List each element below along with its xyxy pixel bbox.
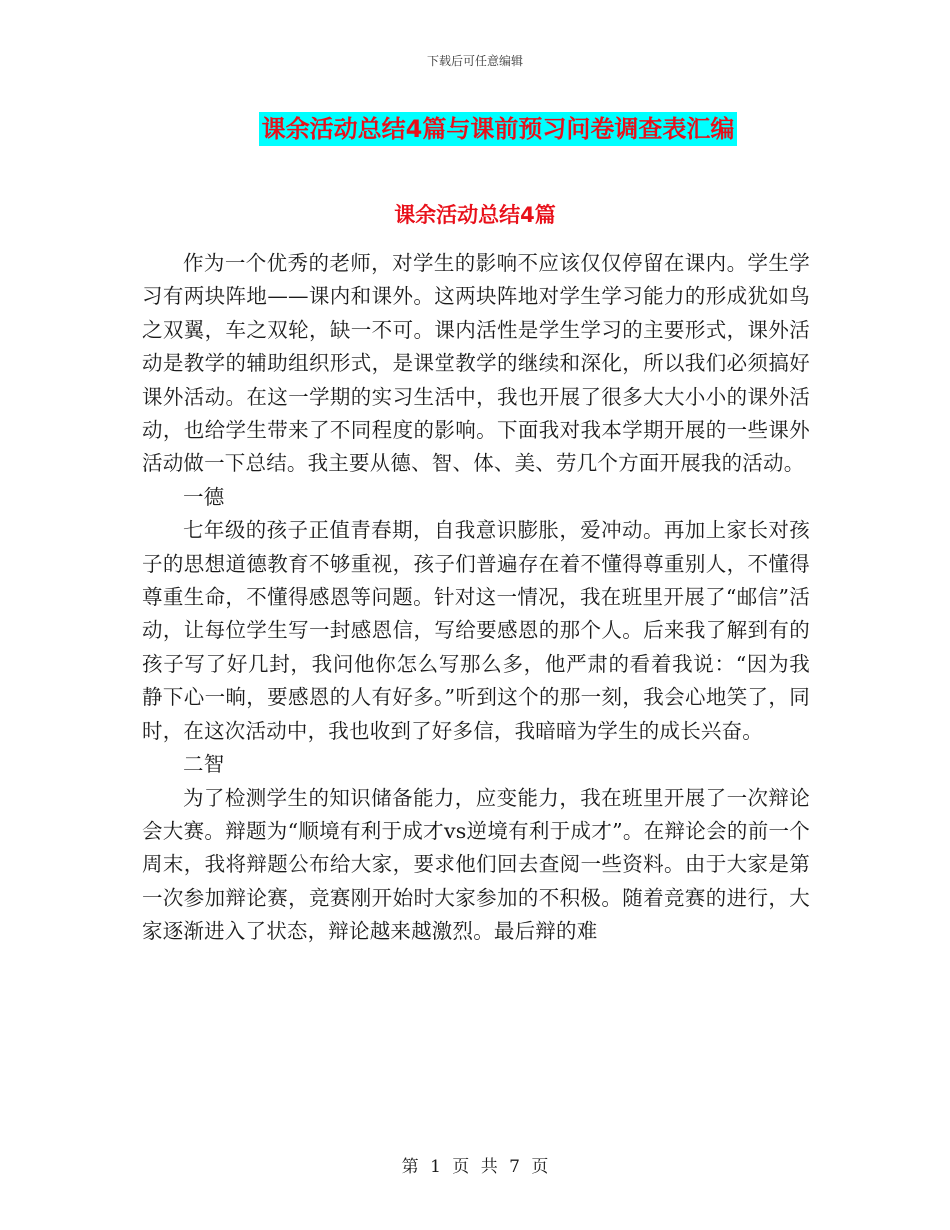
body-text — [142, 247, 810, 949]
main-title-wrap — [0, 112, 950, 146]
section-title: 课余活动总结4篇 — [394, 203, 556, 227]
header-note: 下载后可任意编辑 — [426, 54, 523, 68]
page-footer: 第 1 页 共 7 页 — [401, 1157, 549, 1177]
paragraph-intellect: 为了检测学生的知识储备能力，应变能力，我在班里开展了一次辩论会大赛。辩题为“顺境有利于成才vs逆境有利于成才”。在辩论会的前一个周末，我将辩题公布给大家，要求他们回去查阅一些资料。由于大家是第一次参加辩论赛，竞赛刚开始时大家参加的不积极。随着竞赛的进行，大家逐渐进入了状态，辩论越来越激烈。最后辩的难 — [142, 785, 810, 944]
subheading-morality: 一德 — [183, 484, 225, 509]
paragraph-morality: 七年级的孩子正值青春期，自我意识膨胀，爱冲动。再加上家长对孩子的思想道德教育不够重视，孩子们普遍存在着不懂得尊重别人，不懂得尊重生命，不懂得感恩等问题。针对这一情况，我在班里开展了“邮信”活动，让每位学生写一封感恩信，写给要感恩的那个人。后来我了解到有的孩子写了好几封，我问他你怎么写那么多，他严肃的看着我说：“因为我静下心一晌，要感恩的人有好多。”听到这个的那一刻，我会心地笑了，同时，在这次活动中，我也收到了好多信，我暗暗为学生的成长兴奋。 — [142, 518, 810, 743]
subheading-intellect: 二智 — [183, 752, 225, 777]
paragraph-intro: 作为一个优秀的老师，对学生的影响不应该仅仅停留在课内。学生学习有两块阵地——课内和课外。这两块阵地对学生学习能力的形成犹如鸟之双翼，车之双轮，缺一不可。课内活性是学生学习的主要形式，课外活动是教学的辅助组织形式，是课堂教学的继续和深化，所以我们必须搞好课外活动。在这一学期的实习生活中，我也开展了很多大大小小的课外活动，也给学生带来了不同程度的影响。下面我对我本学期开展的一些课外活动做一下总结。我主要从德、智、体、美、劳几个方面开展我的活动。 — [142, 251, 810, 476]
document-title: 课余活动总结4篇与课前预习问卷调查表汇编 — [259, 112, 738, 146]
